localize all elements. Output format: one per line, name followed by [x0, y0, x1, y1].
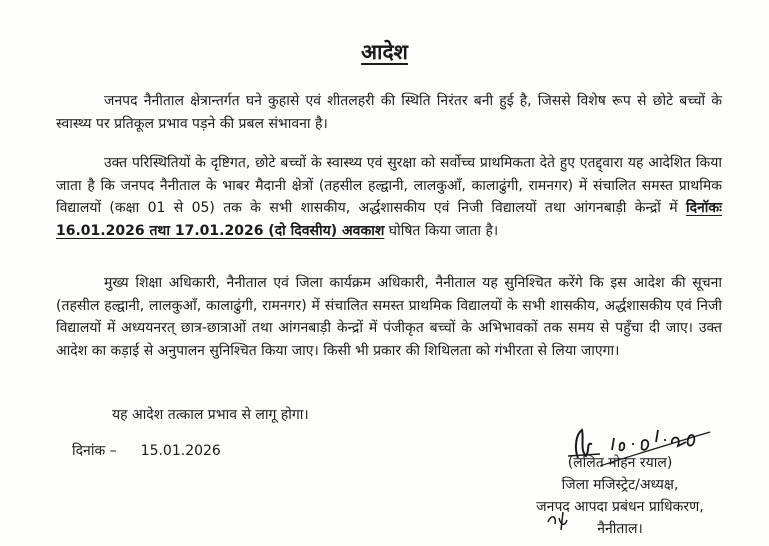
- paragraph-2-text: उक्त परिस्थितियों के दृष्टिगत, छोटे बच्चों के स्वास्थ्य एवं सुरक्षा को सर्वोच्च प्राथमिकता देते हुए एतद्द्वारा यह आदेशित किया जाता है कि जनपद नैनीताल के भाबर मैदानी क्षेत्रों (तहसील हल्द्वानी, लालकुआँ, कालाढुंगी, रामनगर) में संचालित समस्त प्राथमिक विद्यालयों (कक्षा 01 से 05) तक के सभी शासकीय, अर्द्धशासकीय एवं निजी विद्यालयों तथा आंगनबाड़ी केन्द्रों में: [56, 155, 722, 216]
- signatory-location: नैनीताल।: [597, 521, 643, 537]
- paragraph-2-tail: घोषित किया जाता है।: [384, 222, 499, 239]
- paragraph-effective-immediately: यह आदेश तत्काल प्रभाव से लागू होगा।: [112, 407, 309, 423]
- paragraph-holiday-order: [56, 152, 722, 242]
- date-label: दिनांक –: [72, 443, 117, 459]
- signatory-name: (ललित मोहन रयाल): [567, 455, 673, 471]
- signatory-authority: जनपद आपदा प्रबंधन प्राधिकरण,: [536, 499, 704, 515]
- paragraph-3-text: मुख्य शिक्षा अधिकारी, नैनीताल एवं जिला कार्यक्रम अधिकारी, नैनीताल यह सुनिश्चित करेंगे कि इस आदेश की सूचना (तहसील हल्द्वानी, लालकुऑं, कालाढुंगी, रामनगर) में संचालित समस्त प्राथमिक विद्यालयों के सभी शासकीय, अर्द्धशासकीय एवं निजी विद्यालयों में अध्ययनरत् छात्र-छात्राओं तथा आंगनबाड़ी केन्द्रों में पंजीकृत बच्चों के अभिभावकों तक समय से पहुँचा दी जाए। उक्त आदेश का कड़ाई से अनुपालन सुनिश्चित किया जाए। किसी भी प्रकार की शिथिलता को गंभीरता से लिया जाएगा।: [56, 275, 722, 359]
- order-date-row: [72, 441, 221, 460]
- date-value: 15.01.2026: [140, 443, 221, 459]
- document-title: आदेश: [361, 40, 408, 64]
- paragraph-1-text: जनपद नैनीताल क्षेत्रान्तर्गत घने कुहासे एवं शीतलहरी की स्थिति निरंतर बनी हुई है, जिससे विशेष रूप से छोटे बच्चों के स्वास्थ्य पर प्रतिकूल प्रभाव पड़ने की प्रबल संभावना है।: [56, 93, 722, 132]
- holiday-dates-highlight: दिनॉकः 16.01.2026 तथा 17.01.2026 (दो दिवसीय) अवकाश: [56, 200, 722, 239]
- signatory-designation: जिला मजिस्ट्रेट/अध्यक्ष,: [561, 477, 679, 493]
- handwritten-initials: [545, 508, 575, 534]
- paragraph-weather-condition: [56, 90, 722, 135]
- paragraph-officer-instructions: [56, 272, 722, 362]
